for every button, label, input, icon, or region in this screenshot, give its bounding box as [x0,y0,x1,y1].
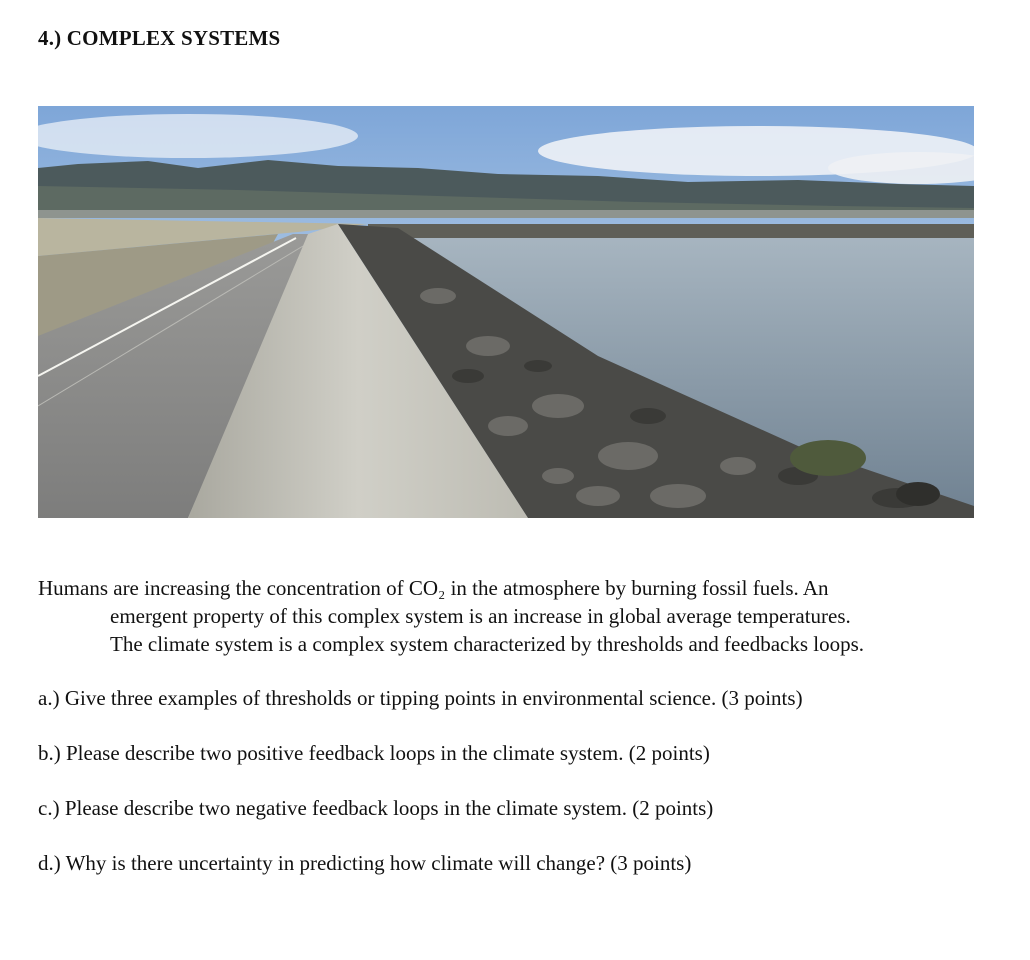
section-heading: 4.) COMPLEX SYSTEMS [38,26,281,50]
question-c: c.) Please describe two negative feedback loops in the climate system. (2 points) [38,796,714,820]
question-d: d.) Why is there uncertainty in predicting how climate will change? (3 points) [38,851,692,875]
intro-paragraph [38,574,988,658]
question-b: b.) Please describe two positive feedback loops in the climate system. (2 points) [38,741,710,765]
question-a: a.) Give three examples of thresholds or tipping points in environmental science. (3 points) [38,686,803,710]
levee-photo [38,106,974,518]
intro-line-3: The climate system is a complex system characterized by thresholds and feedbacks loops. [110,632,865,656]
intro-line-1: Humans are increasing the concentration of CO₂ in the atmosphere by burning fossil fuels. An [38,576,829,600]
intro-line-2: emergent property of this complex system is an increase in global average temperatures. [110,604,851,628]
